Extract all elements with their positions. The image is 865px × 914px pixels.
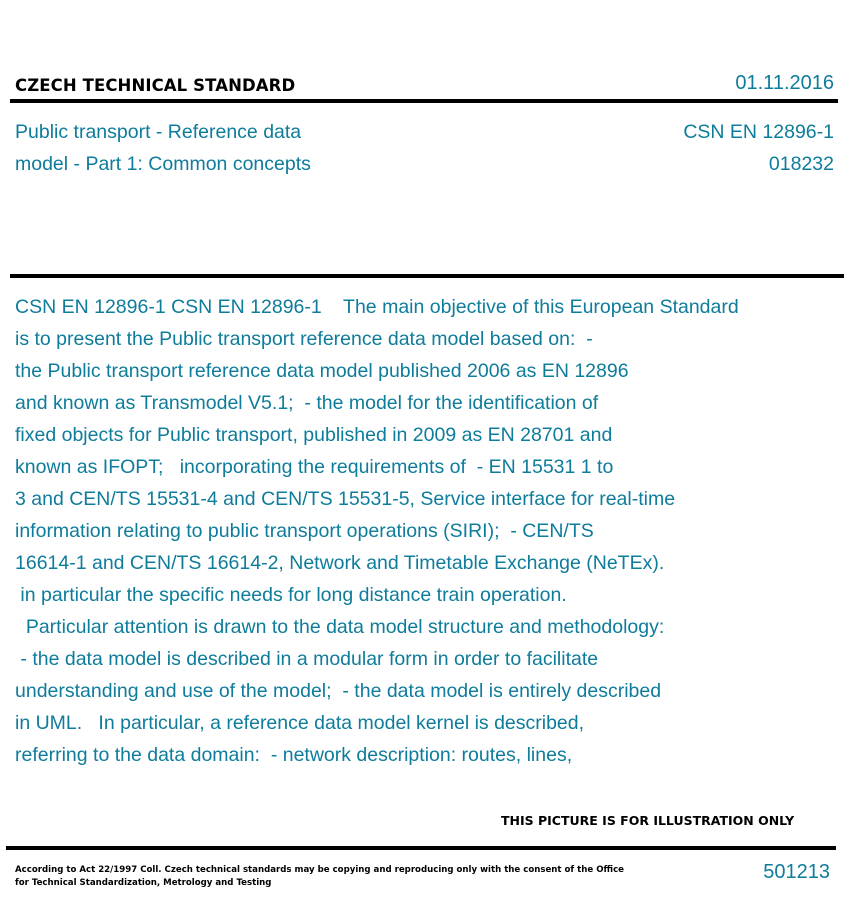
document-number: 501213: [763, 861, 830, 883]
legal-notice: [15, 864, 625, 890]
standard-code: CSN EN 12896-1: [683, 121, 834, 143]
top-divider: [10, 99, 838, 103]
standard-title: [15, 116, 375, 180]
abstract-line: 3 and CEN/TS 15531-4 and CEN/TS 15531-5, Service interface for real-time: [15, 488, 676, 510]
publication-date: 01.11.2016: [735, 72, 834, 94]
standard-title-line: model - Part 1: Common concepts: [15, 153, 311, 175]
abstract-line: in particular the specific needs for long distance train operation.: [15, 584, 567, 606]
abstract-line: referring to the data domain: - network description: routes, lines,: [15, 744, 573, 766]
legal-notice-line: According to Act 22/1997 Coll. Czech technical standards may be copying and reproducing only with the consent of the Office: [15, 865, 625, 875]
abstract-line: Particular attention is drawn to the data model structure and methodology:: [15, 616, 665, 638]
abstract-line: - the data model is described in a modular form in order to facilitate: [15, 648, 599, 670]
standard-title-line: Public transport - Reference data: [15, 121, 302, 143]
legal-notice-line: for Technical Standardization, Metrology and Testing: [15, 878, 272, 888]
catalog-number: 018232: [768, 153, 834, 175]
abstract-line: in UML. In particular, a reference data model kernel is described,: [15, 712, 585, 734]
abstract-line: the Public transport reference data model published 2006 as EN 12896: [15, 360, 629, 382]
abstract-line: fixed objects for Public transport, published in 2009 as EN 28701 and: [15, 424, 613, 446]
standard-identifiers: [683, 116, 834, 180]
abstract-line: is to present the Public transport reference data model based on: -: [15, 328, 593, 350]
abstract-line: information relating to public transport operations (SIRI); - CEN/TS: [15, 520, 594, 542]
illustration-disclaimer: THIS PICTURE IS FOR ILLUSTRATION ONLY: [501, 813, 795, 828]
abstract-line: CSN EN 12896-1 CSN EN 12896-1 The main objective of this European Standard: [15, 296, 739, 318]
document-type-heading: CZECH TECHNICAL STANDARD: [15, 76, 296, 95]
abstract-line: understanding and use of the model; - the data model is entirely described: [15, 680, 662, 702]
middle-divider: [10, 274, 844, 278]
abstract-line: known as IFOPT; incorporating the requirements of - EN 15531 1 to: [15, 456, 614, 478]
abstract-line: and known as Transmodel V5.1; - the model for the identification of: [15, 392, 599, 414]
abstract-text: [15, 291, 739, 771]
bottom-divider: [6, 846, 836, 850]
abstract-line: 16614-1 and CEN/TS 16614-2, Network and Timetable Exchange (NeTEx).: [15, 552, 665, 574]
